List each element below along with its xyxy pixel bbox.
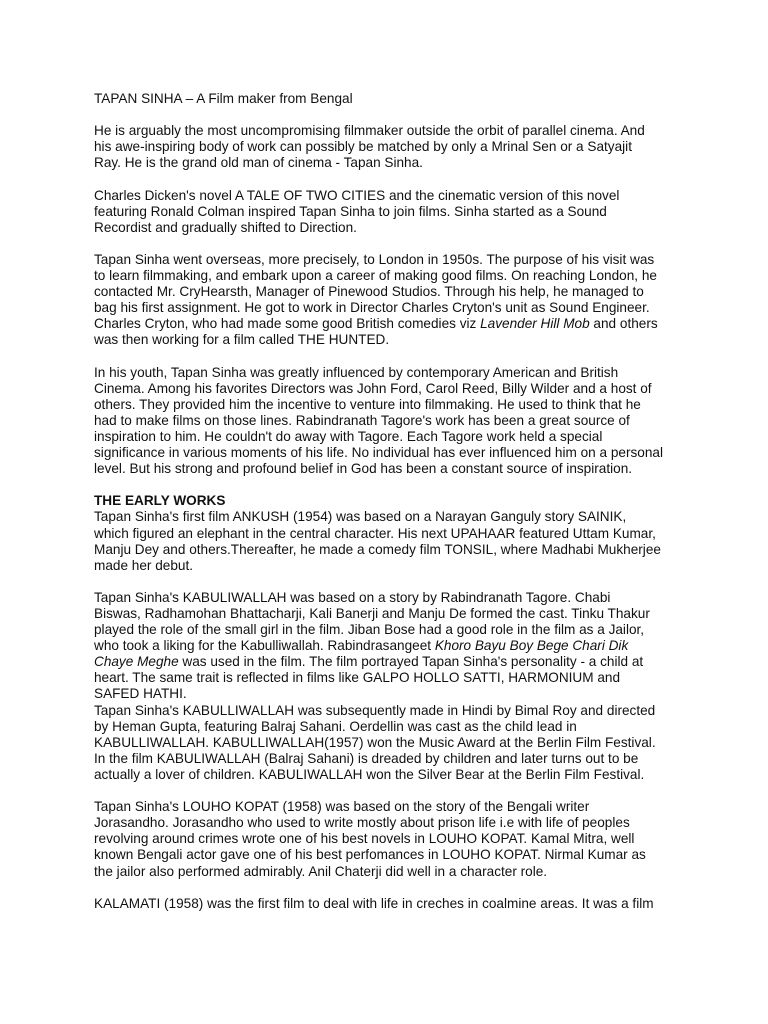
text-line: others. They provided him the incentive to venture into filmmaking. He used to think that he xyxy=(94,396,641,412)
film-title-italic: Lavender Hill Mob xyxy=(480,316,590,332)
text-line: inspiration to him. He couldn't do away with Tagore. Each Tagore work held a special xyxy=(94,428,603,444)
text-line: Biswas, Radhamohan Bhattacharji, Kali Banerji and Manju De formed the cast. Tinku Thakur xyxy=(94,606,650,621)
text-line: had to make films on those lines. Rabindranath Tagore's work has been a great source of xyxy=(94,412,630,428)
text-line: the jailor also performed admirably. Anil Chaterji did well in a character role. xyxy=(94,863,548,879)
text-line: SAFED HATHI. xyxy=(94,686,187,702)
text-line xyxy=(94,654,694,670)
paragraph-inspiration xyxy=(94,188,694,236)
text-line: Cinema. Among his favorites Directors was John Ford, Carol Reed, Billy Wilder and a host of xyxy=(94,380,652,396)
text-line: heart. The same trait is reflected in films like GALPO HOLLO SATTI, HARMONIUM and xyxy=(94,670,621,686)
paragraph-intro xyxy=(94,123,694,171)
paragraph-london xyxy=(94,252,694,349)
text-line: KABULLIWALLAH. KABULLIWALLAH(1957) won the Music Award at the Berlin Film Festival. xyxy=(94,734,656,750)
document-page xyxy=(94,91,694,928)
text-line: his awe-inspiring body of work can possibly be matched by only a Mrinal Sen or a Satyajit xyxy=(94,139,632,155)
text-line: In the film KABULIWALLAH (Balraj Sahani) is dreaded by children and later turns out to be xyxy=(94,750,639,766)
text-line xyxy=(94,316,694,332)
text-line: which figured an elephant in the central character. His next UPAHAAR featured Uttam Kumar, xyxy=(94,525,656,541)
text-line: bag his first assignment. He got to work in Director Charles Cryton's unit as Sound Engineer. xyxy=(94,300,650,316)
text-line: was then working for a film called THE HUNTED. xyxy=(94,332,390,348)
text-line: Tapan Sinha's first film ANKUSH (1954) was based on a Narayan Ganguly story SAINIK, xyxy=(94,509,627,525)
text-line: significance in various moments of his life. No individual has ever influenced him on a personal xyxy=(94,445,663,461)
paragraph-ankush xyxy=(94,509,694,573)
text-line: Ray. He is the grand old man of cinema - Tapan Sinha. xyxy=(94,155,423,171)
text-line: In his youth, Tapan Sinha was greatly influenced by contemporary American and British xyxy=(94,364,619,380)
text-run: Charles Cryton, who had made some good British comedies viz xyxy=(94,316,481,332)
text-line: Manju Dey and others.Thereafter, he made a comedy film TONSIL, where Madhabi Mukherjee xyxy=(94,541,661,557)
text-line: featuring Ronald Colman inspired Tapan Sinha to join films. Sinha started as a Sound xyxy=(94,203,607,219)
text-line: to learn filmmaking, and embark upon a career of making good films. On reaching London, he xyxy=(94,268,657,284)
section-heading-early-works: THE EARLY WORKS xyxy=(94,493,226,509)
text-run: and others xyxy=(589,316,658,332)
text-line: Jorasandho. Jorasandho who used to write mostly about prison life i.e with life of peoples xyxy=(94,815,630,831)
text-line: Tapan Sinha's KABULIWALLAH was based on a story by Rabindranath Tagore. Chabi xyxy=(94,589,611,605)
document-title xyxy=(94,91,694,107)
text-line: by Heman Gupta, featuring Balraj Sahani. Oerdellin was cast as the child lead in xyxy=(94,718,577,734)
text-line: Tapan Sinha went overseas, more precisely, to London in 1950s. The purpose of his visit was xyxy=(94,251,655,267)
paragraph-hindi-remake xyxy=(94,703,694,783)
title-line: TAPAN SINHA – A Film maker from Bengal xyxy=(94,91,353,106)
paragraph-louho-kopat xyxy=(94,799,694,879)
text-line: Tapan Sinha's LOUHO KOPAT (1958) was based on the story of the Bengali writer xyxy=(94,799,590,815)
text-line: He is arguably the most uncompromising filmmaker outside the orbit of parallel cinema. And xyxy=(94,123,645,139)
text-line: Recordist and gradually shifted to Direction. xyxy=(94,219,357,235)
paragraph-influences xyxy=(94,365,694,478)
text-line: level. But his strong and profound belief in God has been a constant source of inspiration. xyxy=(94,461,633,477)
text-line: actually a lover of children. KABULIWALLAH won the Silver Bear at the Berlin Film Festival. xyxy=(94,766,645,782)
song-title-italic: Khoro Bayu Boy Bege Chari Dik xyxy=(434,638,629,654)
text-line: revolving around crimes wrote one of his best novels in LOUHO KOPAT. Kamal Mitra, well xyxy=(94,831,635,847)
text-line: KALAMATI (1958) was the first film to deal with life in creches in coalmine areas. It was a film xyxy=(94,895,654,911)
song-title-italic: Chaye Meghe xyxy=(94,654,179,670)
text-run: who took a liking for the Kabulliwallah. Rabindrasangeet xyxy=(94,638,435,654)
text-line: Charles Dicken's novel A TALE OF TWO CITIES and the cinematic version of this novel xyxy=(94,187,620,203)
text-line: contacted Mr. CryHearsth, Manager of Pinewood Studios. Through his help, he managed to xyxy=(94,284,644,300)
text-line: played the role of the small girl in the film. Jiban Bose had a good role in the film as a Jailor, xyxy=(94,622,645,638)
text-line xyxy=(94,638,694,654)
text-line: Tapan Sinha's KABULLIWALLAH was subsequently made in Hindi by Bimal Roy and directed xyxy=(94,702,656,718)
paragraph-kabuliwallah xyxy=(94,590,694,703)
text-line: made her debut. xyxy=(94,557,193,573)
paragraph-kalamati xyxy=(94,896,694,912)
text-line: known Bengali actor gave one of his best perfomances in LOUHO KOPAT. Nirmal Kumar as xyxy=(94,847,646,863)
text-run: was used in the film. The film portrayed Tapan Sinha's personality - a child at xyxy=(178,654,644,670)
